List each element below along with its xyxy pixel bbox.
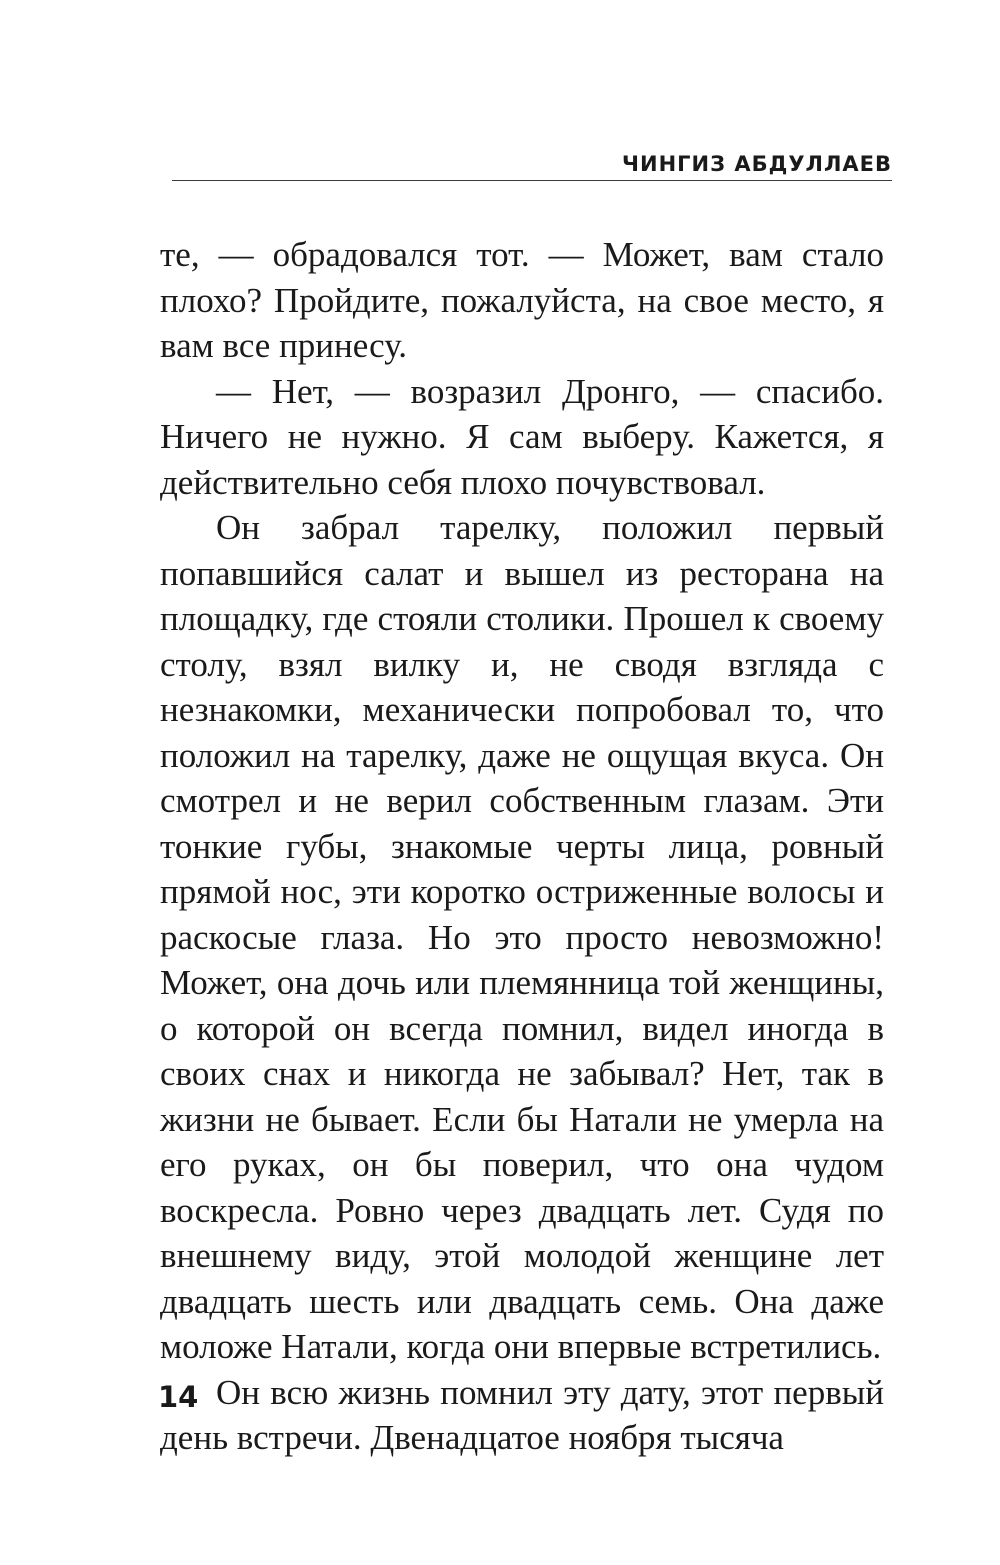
paragraph-continuation: те, — обрадовался тот. — Может, вам стало плохо? Пройдите, пожалуйста, на свое место, я вам все принесу. (160, 235, 884, 365)
header-divider (172, 180, 892, 181)
paragraph: Он забрал тарелку, положил первый попавшийся салат и вышел из ресторана на площадку, где стояли столики. Прошел к своему столу, взял вилку и, не сводя взгляда с незнакомки, механически попробовал то, что положил на тарелку, даже не ощущая вкуса. Он смотрел и не верил собственным глазам. Эти тонкие губы, знакомые черты лица, ровный прямой нос, эти коротко остриженные волосы и раскосые глаза. Но это просто невозможно! Может, она дочь или племянница той женщины, о которой он всегда помнил, видел иногда в своих снах и никогда не забывал? Нет, так в жизни не бывает. Если бы Натали не умерла на его руках, он бы поверил, что она чудом воскресла. Ровно через двадцать лет. Судя по внешнему виду, этой молодой женщине лет двадцать шесть или двадцать семь. Она даже моложе Натали, когда они впервые встретились. (160, 508, 884, 1366)
body-text (160, 232, 884, 1461)
running-header-author: ЧИНГИЗ АБДУЛЛАЕВ (622, 152, 892, 176)
paragraph: — Нет, — возразил Дронго, — спасибо. Ничего не нужно. Я сам выберу. Кажется, я действительно себя плохо почувствовал. (160, 371, 884, 502)
page-number: 14 (158, 1380, 199, 1414)
paragraph: Он всю жизнь помнил эту дату, этот первый день встречи. Двенадцатое ноября тысяча (160, 1372, 884, 1457)
